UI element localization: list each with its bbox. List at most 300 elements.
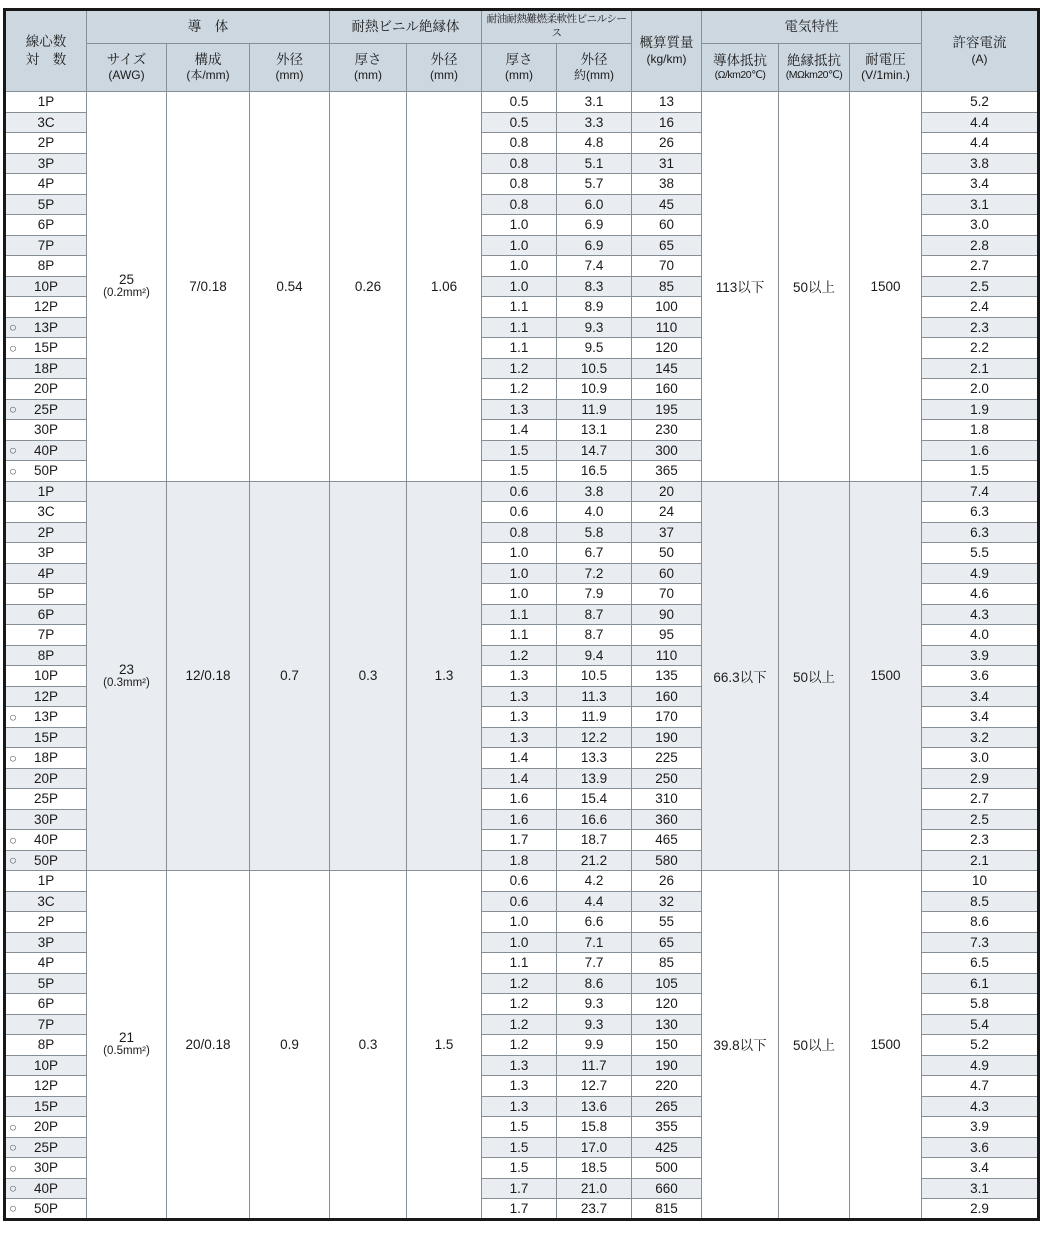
construction-header: [167, 44, 250, 92]
sheath-od-cell: 6.0: [557, 194, 632, 215]
sheath-thickness-cell: 1.4: [482, 768, 557, 789]
circle-mark-icon: ○: [9, 340, 17, 356]
sheath-od-cell: 16.6: [557, 809, 632, 830]
sheath-thickness-cell: 1.3: [482, 1076, 557, 1097]
allowable-current-cell: 3.1: [922, 1178, 1039, 1199]
mass-cell: 425: [632, 1137, 702, 1158]
sheath-od-cell: 4.2: [557, 871, 632, 892]
sheath-thickness-cell: 1.3: [482, 1055, 557, 1076]
conductor-size-cell: [87, 871, 167, 1220]
pair-count-cell: [5, 789, 87, 810]
insulation-thickness-header: [330, 44, 407, 92]
pair-count-cell: [5, 522, 87, 543]
allowable-current-cell: 6.3: [922, 502, 1039, 523]
circle-mark-icon: ○: [9, 401, 17, 417]
conductor-size-cell: [87, 481, 167, 871]
allowable-current-cell: 6.5: [922, 953, 1039, 974]
pair-count-header-line1: 線心数: [25, 34, 67, 50]
mass-cell: 37: [632, 522, 702, 543]
allowable-current-cell: 4.4: [922, 112, 1039, 133]
sheath-od-cell: 15.4: [557, 789, 632, 810]
allowable-current-cell: 4.7: [922, 1076, 1039, 1097]
sheath-thickness-cell: 0.8: [482, 174, 557, 195]
construction-header-unit: (本/mm): [186, 68, 230, 83]
mass-cell: 32: [632, 891, 702, 912]
sheath-thickness-cell: 1.0: [482, 215, 557, 236]
sheath-od-cell: 13.6: [557, 1096, 632, 1117]
pair-count-cell: [5, 686, 87, 707]
sheath-thickness-cell: 1.3: [482, 686, 557, 707]
pair-count-label: 3P: [37, 155, 55, 171]
sheath-od-cell: 5.1: [557, 153, 632, 174]
sheath-od-cell: 10.5: [557, 358, 632, 379]
allowable-current-cell: 5.2: [922, 1035, 1039, 1056]
pair-count-label: 30P: [33, 811, 59, 827]
conductor-size-mm2: (0.2mm²): [103, 287, 150, 300]
pair-count-cell: [5, 850, 87, 871]
sheath-thickness-cell: 1.0: [482, 276, 557, 297]
sheath-od-cell: 3.3: [557, 112, 632, 133]
sheath-od-cell: 7.7: [557, 953, 632, 974]
mass-cell: 55: [632, 912, 702, 933]
sheath-thickness-cell: 0.5: [482, 92, 557, 113]
insulation-thickness-cell: 0.3: [330, 871, 407, 1220]
sheath-thickness-cell: 1.0: [482, 235, 557, 256]
mass-cell: 500: [632, 1158, 702, 1179]
pair-count-label: 12P: [33, 299, 59, 315]
mass-cell: 265: [632, 1096, 702, 1117]
mass-cell: 310: [632, 789, 702, 810]
conductor-od-header-label: 外径: [276, 51, 303, 67]
allowable-current-cell: 2.7: [922, 789, 1039, 810]
withstand-voltage-cell: 1500: [850, 92, 922, 482]
sheath-thickness-cell: 0.8: [482, 153, 557, 174]
pair-count-label: 20P: [33, 770, 59, 786]
mass-cell: 65: [632, 932, 702, 953]
pair-count-cell: [5, 1199, 87, 1220]
mass-cell: 105: [632, 973, 702, 994]
mass-cell: 95: [632, 625, 702, 646]
pair-count-cell: [5, 973, 87, 994]
allowable-current-cell: 5.5: [922, 543, 1039, 564]
sheath-od-cell: 13.1: [557, 420, 632, 441]
sheath-od-cell: 11.9: [557, 707, 632, 728]
allowable-current-cell: 2.9: [922, 768, 1039, 789]
conductor-resistance-header-label: 導体抵抗: [713, 52, 768, 68]
circle-mark-icon: ○: [9, 1200, 17, 1216]
sheath-thickness-cell: 1.2: [482, 379, 557, 400]
allowable-current-cell: 2.8: [922, 235, 1039, 256]
pair-count-cell: [5, 399, 87, 420]
withstand-voltage-header-label: 耐電圧: [865, 51, 906, 67]
insulation-resistance-cell: 50以上: [779, 481, 850, 871]
pair-count-cell: [5, 748, 87, 769]
pair-count-cell: [5, 1076, 87, 1097]
sheath-thickness-cell: 1.5: [482, 461, 557, 482]
mass-cell: 465: [632, 830, 702, 851]
header-group-row: [5, 10, 1039, 44]
allowable-current-cell: 5.8: [922, 994, 1039, 1015]
sheath-thickness-cell: 1.2: [482, 645, 557, 666]
allowable-current-cell: 2.1: [922, 358, 1039, 379]
pair-count-label: 8P: [37, 258, 55, 274]
sheath-thickness-cell: 1.0: [482, 932, 557, 953]
sheath-thickness-cell: 1.5: [482, 440, 557, 461]
conductor-resistance-header: [702, 44, 779, 92]
sheath-thickness-cell: 1.3: [482, 1096, 557, 1117]
allowable-current-cell: 2.3: [922, 317, 1039, 338]
mass-cell: 90: [632, 604, 702, 625]
pair-count-label: 40P: [33, 832, 59, 848]
conductor-od-header: [250, 44, 330, 92]
pair-count-label: 10P: [33, 1057, 59, 1073]
conductor-group-header: 導 体: [87, 10, 330, 44]
mass-cell: 660: [632, 1178, 702, 1199]
allowable-current-cell: 7.4: [922, 481, 1039, 502]
sheath-od-header: [557, 44, 632, 92]
pair-count-cell: [5, 666, 87, 687]
sheath-thickness-cell: 1.0: [482, 912, 557, 933]
allowable-current-header: [922, 10, 1039, 92]
withstand-voltage-cell: 1500: [850, 871, 922, 1220]
pair-count-cell: [5, 953, 87, 974]
sheath-thickness-cell: 1.2: [482, 1014, 557, 1035]
mass-header-unit: (kg/km): [646, 51, 687, 66]
conductor-resistance-header-unit: (Ω/km20℃): [714, 69, 766, 82]
allowable-current-cell: 3.6: [922, 1137, 1039, 1158]
insulation-thickness-header-label: 厚さ: [354, 51, 382, 67]
pair-count-cell: [5, 1014, 87, 1035]
mass-cell: 13: [632, 92, 702, 113]
pair-count-cell: [5, 604, 87, 625]
sheath-thickness-cell: 0.6: [482, 871, 557, 892]
sheath-thickness-cell: 1.1: [482, 625, 557, 646]
allowable-current-cell: 1.5: [922, 461, 1039, 482]
insulation-od-header-label: 外径: [430, 51, 458, 67]
pair-count-cell: [5, 1055, 87, 1076]
sheath-od-cell: 18.5: [557, 1158, 632, 1179]
mass-cell: 225: [632, 748, 702, 769]
pair-count-cell: [5, 891, 87, 912]
pair-count-label: 2P: [37, 914, 55, 930]
pair-count-label: 1P: [37, 873, 55, 889]
pair-count-label: 12P: [33, 688, 59, 704]
insulation-resistance-header-label: 絶縁抵抗: [787, 52, 842, 68]
allowable-current-cell: 2.7: [922, 256, 1039, 277]
pair-count-label: 1P: [37, 483, 55, 499]
circle-mark-icon: ○: [9, 750, 17, 766]
pair-count-label: 10P: [33, 278, 59, 294]
allowable-current-cell: 4.3: [922, 1096, 1039, 1117]
sheath-od-cell: 12.2: [557, 727, 632, 748]
sheath-od-cell: 9.3: [557, 1014, 632, 1035]
mass-cell: 250: [632, 768, 702, 789]
sheath-thickness-cell: 1.1: [482, 953, 557, 974]
mass-cell: 70: [632, 584, 702, 605]
mass-cell: 120: [632, 338, 702, 359]
sheath-od-cell: 11.9: [557, 399, 632, 420]
pair-count-label: 20P: [33, 1119, 59, 1135]
pair-count-label: 25P: [33, 1139, 59, 1155]
sheath-thickness-cell: 1.5: [482, 1158, 557, 1179]
pair-count-label: 8P: [37, 647, 55, 663]
allowable-current-cell: 7.3: [922, 932, 1039, 953]
conductor-resistance-cell: 39.8以下: [702, 871, 779, 1220]
conductor-od-cell: 0.9: [250, 871, 330, 1220]
pair-count-header-line2: 対 数: [25, 52, 67, 67]
pair-count-cell: [5, 1096, 87, 1117]
table-row: [5, 481, 1039, 502]
pair-count-label: 15P: [33, 340, 59, 356]
allowable-current-cell: 5.2: [922, 92, 1039, 113]
mass-cell: 815: [632, 1199, 702, 1220]
pair-count-cell: [5, 133, 87, 154]
pair-count-cell: [5, 707, 87, 728]
mass-cell: 220: [632, 1076, 702, 1097]
circle-mark-icon: ○: [9, 442, 17, 458]
sheath-thickness-cell: 1.4: [482, 748, 557, 769]
mass-cell: 580: [632, 850, 702, 871]
pair-count-cell: [5, 1117, 87, 1138]
conductor-size-awg: 21: [118, 1030, 135, 1046]
insulation-od-header: [407, 44, 482, 92]
cable-spec-table: [3, 8, 1040, 1221]
mass-cell: 360: [632, 809, 702, 830]
pair-count-label: 7P: [37, 1016, 55, 1032]
pair-count-label: 13P: [33, 319, 59, 335]
allowable-current-cell: 3.2: [922, 727, 1039, 748]
mass-cell: 160: [632, 379, 702, 400]
conductor-size-mm2: (0.3mm²): [103, 676, 150, 689]
sheath-od-cell: 5.8: [557, 522, 632, 543]
allowable-current-cell: 3.4: [922, 707, 1039, 728]
sheath-od-cell: 4.0: [557, 502, 632, 523]
pair-count-cell: [5, 235, 87, 256]
sheath-od-cell: 9.4: [557, 645, 632, 666]
pair-count-cell: [5, 194, 87, 215]
sheath-od-cell: 12.7: [557, 1076, 632, 1097]
pair-count-label: 18P: [33, 360, 59, 376]
sheath-od-cell: 16.5: [557, 461, 632, 482]
sheath-thickness-cell: 0.6: [482, 502, 557, 523]
sheath-od-cell: 8.3: [557, 276, 632, 297]
allowable-current-cell: 2.5: [922, 809, 1039, 830]
pair-count-label: 6P: [37, 606, 55, 622]
sheath-thickness-cell: 1.2: [482, 358, 557, 379]
conductor-size-awg: 25: [118, 272, 135, 288]
sheath-od-cell: 21.0: [557, 1178, 632, 1199]
allowable-current-cell: 1.9: [922, 399, 1039, 420]
sheath-od-cell: 6.7: [557, 543, 632, 564]
sheath-od-cell: 23.7: [557, 1199, 632, 1220]
pair-count-label: 25P: [33, 401, 59, 417]
pair-count-cell: [5, 338, 87, 359]
sheath-thickness-cell: 0.6: [482, 481, 557, 502]
pair-count-label: 4P: [37, 565, 55, 581]
sheath-od-cell: 8.9: [557, 297, 632, 318]
sheath-od-cell: 6.9: [557, 215, 632, 236]
sheath-od-cell: 6.6: [557, 912, 632, 933]
mass-cell: 65: [632, 235, 702, 256]
conductor-construction-cell: 7/0.18: [167, 92, 250, 482]
pair-count-header: [5, 10, 87, 92]
sheath-thickness-cell: 0.8: [482, 194, 557, 215]
allowable-current-cell: 3.0: [922, 748, 1039, 769]
allowable-current-cell: 3.4: [922, 1158, 1039, 1179]
size-header: [87, 44, 167, 92]
conductor-construction-cell: 20/0.18: [167, 871, 250, 1220]
pair-count-cell: [5, 256, 87, 277]
table-header: [5, 10, 1039, 92]
allowable-current-cell: 5.4: [922, 1014, 1039, 1035]
allowable-current-cell: 2.0: [922, 379, 1039, 400]
withstand-voltage-cell: 1500: [850, 481, 922, 871]
allowable-current-cell: 2.1: [922, 850, 1039, 871]
allowable-current-cell: 3.9: [922, 645, 1039, 666]
allowable-current-cell: 1.8: [922, 420, 1039, 441]
mass-cell: 85: [632, 276, 702, 297]
pair-count-label: 50P: [33, 852, 59, 868]
allowable-current-cell: 4.6: [922, 584, 1039, 605]
pair-count-label: 10P: [33, 668, 59, 684]
table-row: [5, 92, 1039, 113]
sheath-od-cell: 7.1: [557, 932, 632, 953]
pair-count-cell: [5, 1158, 87, 1179]
pair-count-cell: [5, 1178, 87, 1199]
pair-count-cell: [5, 112, 87, 133]
sheath-thickness-cell: 1.6: [482, 789, 557, 810]
pair-count-cell: [5, 809, 87, 830]
sheath-od-cell: 13.3: [557, 748, 632, 769]
sheath-od-cell: 7.2: [557, 563, 632, 584]
sheath-od-cell: 7.9: [557, 584, 632, 605]
sheath-thickness-header-unit: (mm): [505, 68, 533, 83]
mass-cell: 300: [632, 440, 702, 461]
allowable-current-cell: 1.6: [922, 440, 1039, 461]
pair-count-cell: [5, 912, 87, 933]
allowable-current-cell: 4.0: [922, 625, 1039, 646]
sheath-thickness-cell: 1.2: [482, 994, 557, 1015]
pair-count-label: 3C: [37, 114, 55, 130]
sheath-od-cell: 14.7: [557, 440, 632, 461]
allowable-current-cell: 8.5: [922, 891, 1039, 912]
sheath-od-cell: 5.7: [557, 174, 632, 195]
sheath-thickness-cell: 1.3: [482, 727, 557, 748]
sheath-thickness-cell: 1.5: [482, 1137, 557, 1158]
sheath-thickness-cell: 1.6: [482, 809, 557, 830]
sheath-od-cell: 7.4: [557, 256, 632, 277]
pair-count-cell: [5, 871, 87, 892]
insulation-thickness-header-unit: (mm): [354, 68, 382, 83]
mass-cell: 20: [632, 481, 702, 502]
sheath-od-cell: 3.1: [557, 92, 632, 113]
sheath-thickness-cell: 0.6: [482, 891, 557, 912]
sheath-thickness-header-label: 厚さ: [505, 51, 533, 67]
sheath-od-cell: 10.9: [557, 379, 632, 400]
pair-count-label: 4P: [37, 955, 55, 971]
pair-count-label: 3C: [37, 893, 55, 909]
circle-mark-icon: ○: [9, 1180, 17, 1196]
allowable-current-header-unit: (A): [971, 51, 988, 66]
sheath-od-header-label: 外径: [580, 51, 608, 67]
pair-count-cell: [5, 174, 87, 195]
pair-count-label: 20P: [33, 381, 59, 397]
allowable-current-cell: 3.4: [922, 174, 1039, 195]
pair-count-cell: [5, 727, 87, 748]
circle-mark-icon: ○: [9, 319, 17, 335]
pair-count-label: 1P: [37, 94, 55, 110]
sheath-od-cell: 11.7: [557, 1055, 632, 1076]
sheath-thickness-cell: 1.0: [482, 563, 557, 584]
withstand-voltage-header: [850, 44, 922, 92]
allowable-current-cell: 3.9: [922, 1117, 1039, 1138]
pair-count-label: 15P: [33, 1098, 59, 1114]
pair-count-cell: [5, 625, 87, 646]
pair-count-label: 18P: [33, 750, 59, 766]
sheath-thickness-cell: 1.7: [482, 830, 557, 851]
sheath-thickness-cell: 1.1: [482, 297, 557, 318]
pair-count-label: 12P: [33, 1078, 59, 1094]
insulation-resistance-cell: 50以上: [779, 871, 850, 1220]
pair-count-cell: [5, 994, 87, 1015]
sheath-od-cell: 8.7: [557, 604, 632, 625]
sheath-thickness-cell: 1.3: [482, 399, 557, 420]
size-header-unit: (AWG): [108, 68, 145, 83]
sheath-od-cell: 4.4: [557, 891, 632, 912]
conductor-size-mm2: (0.5mm²): [103, 1045, 150, 1058]
sheath-thickness-cell: 1.1: [482, 604, 557, 625]
mass-cell: 120: [632, 994, 702, 1015]
pair-count-cell: [5, 584, 87, 605]
allowable-current-cell: 3.4: [922, 686, 1039, 707]
allowable-current-cell: 4.9: [922, 1055, 1039, 1076]
pair-count-cell: [5, 358, 87, 379]
mass-cell: 50: [632, 543, 702, 564]
withstand-voltage-header-unit: (V/1min.): [861, 68, 910, 83]
sheath-od-cell: 4.8: [557, 133, 632, 154]
sheath-thickness-cell: 1.1: [482, 317, 557, 338]
sheath-group-header: 耐油耐熱難燃柔軟性ビニルシース: [482, 10, 632, 44]
pair-count-cell: [5, 440, 87, 461]
conductor-resistance-cell: 66.3以下: [702, 481, 779, 871]
insulation-resistance-header-unit: (MΩkm20℃): [785, 69, 843, 82]
allowable-current-cell: 3.0: [922, 215, 1039, 236]
mass-cell: 170: [632, 707, 702, 728]
mass-cell: 190: [632, 1055, 702, 1076]
table-row: [5, 871, 1039, 892]
mass-cell: 45: [632, 194, 702, 215]
mass-cell: 190: [632, 727, 702, 748]
pair-count-cell: [5, 92, 87, 113]
pair-count-cell: [5, 543, 87, 564]
sheath-thickness-cell: 0.8: [482, 522, 557, 543]
insulation-thickness-cell: 0.3: [330, 481, 407, 871]
sheath-thickness-cell: 1.0: [482, 256, 557, 277]
pair-count-label: 2P: [37, 524, 55, 540]
allowable-current-cell: 2.4: [922, 297, 1039, 318]
allowable-current-cell: 6.1: [922, 973, 1039, 994]
allowable-current-cell: 2.9: [922, 1199, 1039, 1220]
allowable-current-cell: 3.6: [922, 666, 1039, 687]
allowable-current-cell: 2.3: [922, 830, 1039, 851]
insulation-group-header: 耐熱ビニル絶縁体: [330, 10, 482, 44]
sheath-od-cell: 18.7: [557, 830, 632, 851]
sheath-thickness-cell: 1.8: [482, 850, 557, 871]
conductor-od-cell: 0.7: [250, 481, 330, 871]
pair-count-cell: [5, 317, 87, 338]
pair-count-cell: [5, 830, 87, 851]
pair-count-cell: [5, 297, 87, 318]
